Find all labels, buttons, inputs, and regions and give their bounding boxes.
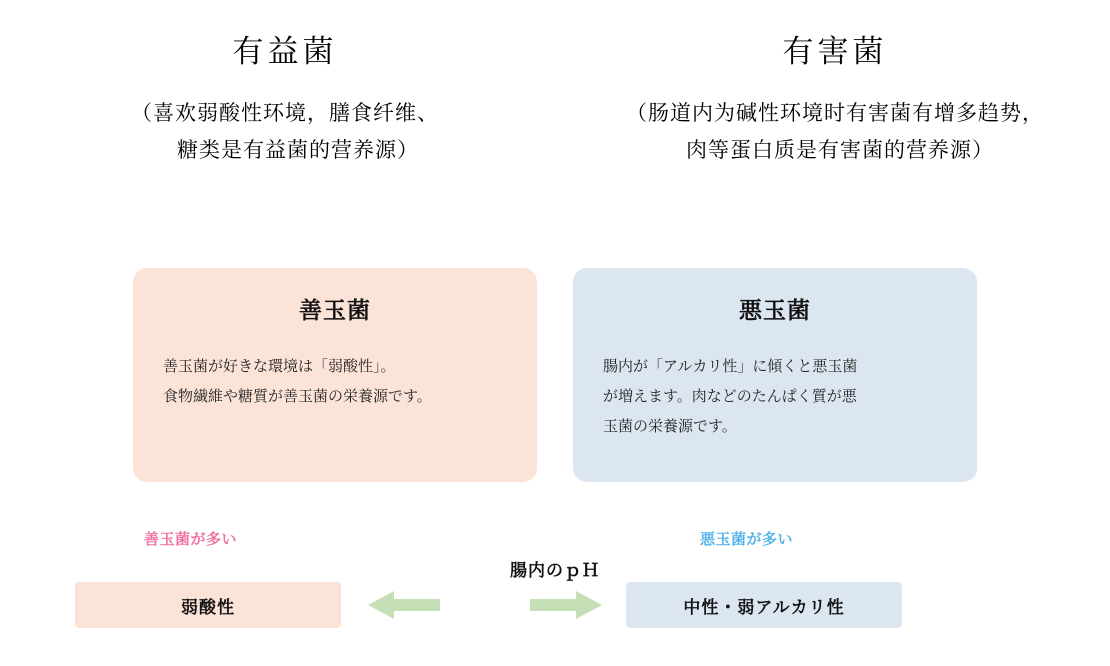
ph-box-alkaline: 中性・弱アルカリ性 [626,582,902,628]
card-bad-bacteria [573,268,977,482]
annotation-good-title: 有益菌 [232,34,338,70]
annotation-row [0,0,1110,169]
ph-label-bad-bacteria: 悪玉菌が多い [700,530,794,548]
annotation-good-line-1: （喜欢弱酸性环境，膳食纤维、 [131,101,439,126]
arrow-left-icon [368,590,440,625]
annotation-good-line-2: 糖类是有益菌的营养源） [177,137,419,162]
card-bad-line-3: 玉菌の栄養源です。 [603,417,737,435]
annotation-bad-title: 有害菌 [782,34,888,70]
annotation-bad-line-1: （肠道内为碱性环境时有害菌有增多趋势， [626,101,1044,126]
ph-label-good-bacteria: 善玉菌が多い [144,530,238,548]
card-good-line-2: 食物繊維や糖質が善玉菌の栄養源です。 [163,387,432,405]
ph-scale [0,520,1110,640]
arrow-right-icon [530,590,602,625]
annotation-good-body [10,95,560,169]
annotation-bad-line-2: 肉等蛋白质是有害菌的营养源） [686,137,994,162]
card-good-title: 善玉菌 [299,298,371,324]
card-bad-line-2: が増えます。肉などのたんぱく質が悪 [603,387,857,405]
card-good-bacteria [133,268,537,482]
card-row [0,268,1110,482]
card-good-text [163,351,507,411]
annotation-bad-body [560,95,1110,169]
card-bad-title: 悪玉菌 [739,298,811,324]
ph-box-acidic: 弱酸性 [75,582,341,628]
ph-center-label: 腸内のｐＨ [510,561,600,581]
card-good-line-1: 善玉菌が好きな環境は「弱酸性」。 [163,357,396,375]
card-bad-text [603,351,947,441]
annotation-good-bacteria [0,34,560,169]
card-bad-line-1: 腸内が「アルカリ性」に傾くと悪玉菌 [603,357,858,375]
annotation-bad-bacteria [560,34,1110,169]
